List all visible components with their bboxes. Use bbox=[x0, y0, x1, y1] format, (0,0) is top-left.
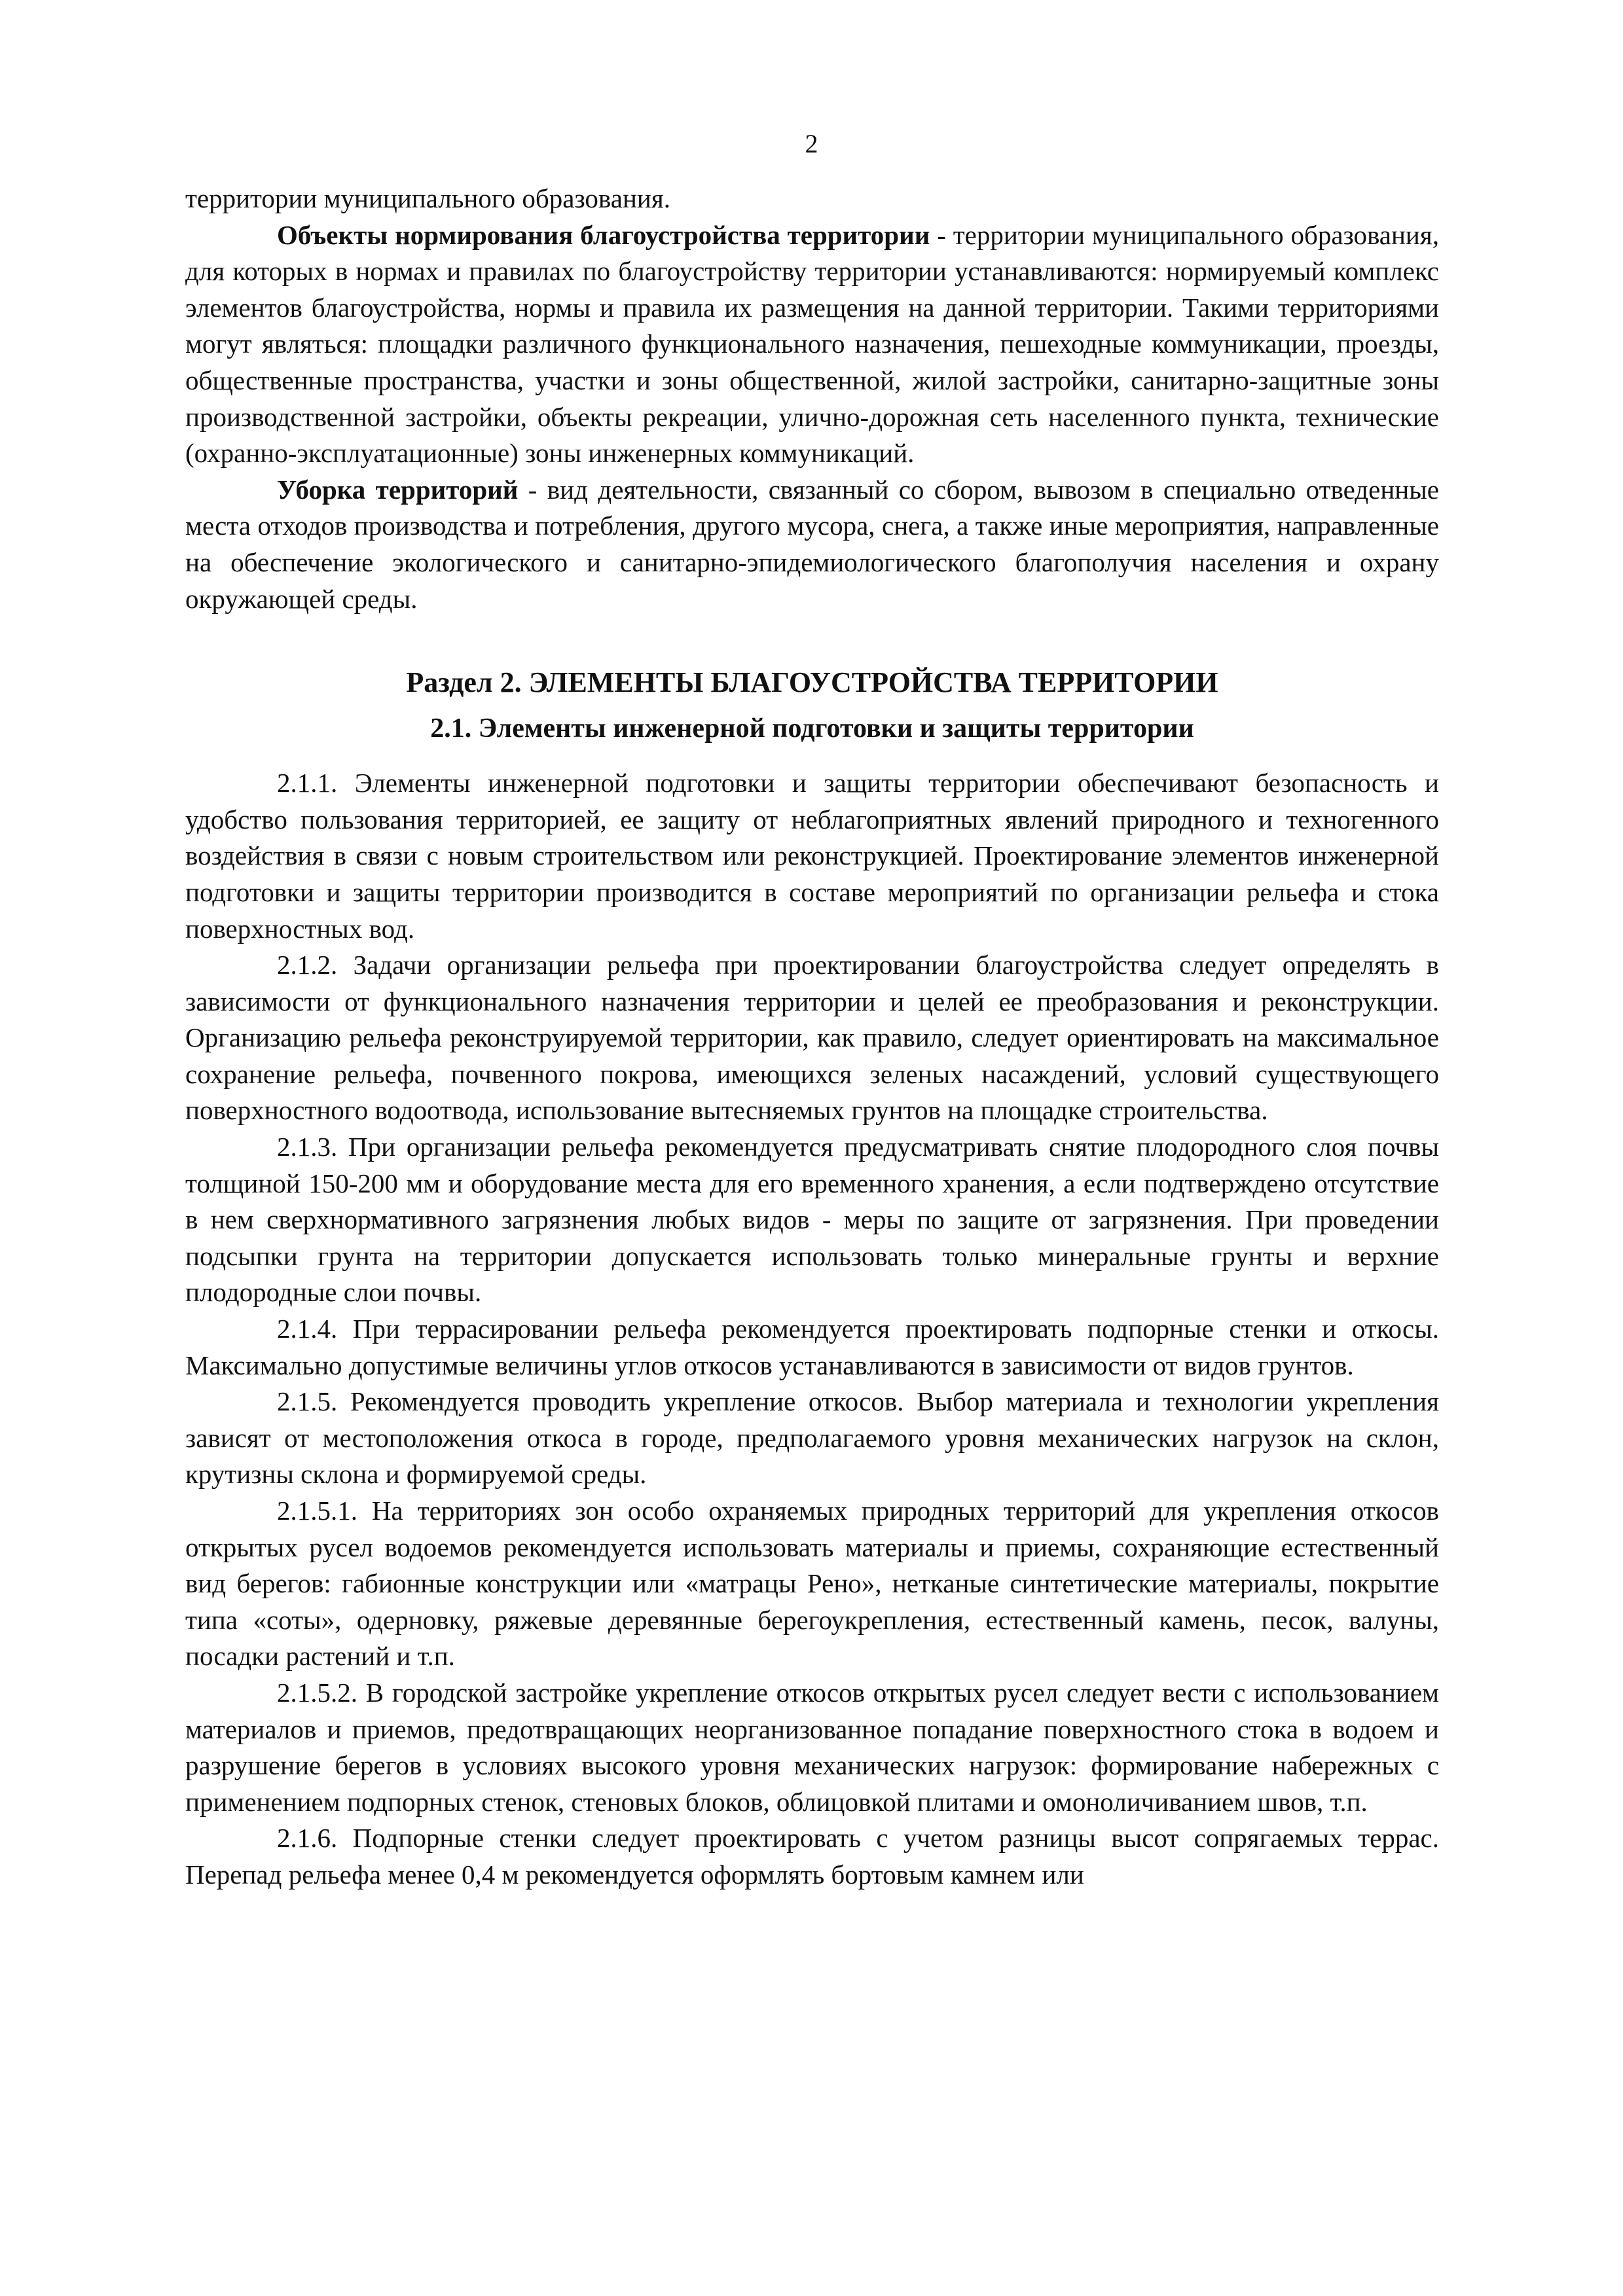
paragraph-2-1-6: 2.1.6. Подпорные стенки следует проектировать с учетом разницы высот сопрягаемых террас. Перепад рельефа менее 0,4 м рекомендуется оформлять бортовым камнем или bbox=[185, 1823, 1439, 1890]
definition-text: - территории муниципального образования, для которых в нормах и правилах по благоустройству территории устанавливаются: нормируемый комплекс элементов благоустройства, нормы и правила их размещения на данной территории. Такими территориями могут являться: площадки различного функционального назначения, пешеходные коммуникации, проезды, общественные пространства, участки и зоны общественной, жилой застройки, санитарно-защитные зоны производственной застройки, объекты рекреации, улично-дорожная сеть населенного пункта, технические (охранно-эксплуатационные) зоны инженерных коммуникаций. bbox=[185, 219, 1439, 469]
definition-term: Объекты нормирования благоустройства территории bbox=[277, 219, 930, 250]
definition-term: Уборка территорий bbox=[277, 474, 519, 505]
definition-text: - вид деятельности, связанный со сбором, вывозом в специально отведенные места отходов производства и потребления, другого мусора, снега, а также иные мероприятия, направленные на обеспечение экологического и санитарно-эпидемиологического благополучия населения и охрану окружающей среды. bbox=[185, 474, 1439, 614]
subsection-title: 2.1. Элементы инженерной подготовки и защиты территории bbox=[430, 713, 1194, 744]
paragraph-2-1-2: 2.1.2. Задачи организации рельефа при проектировании благоустройства следует определять в зависимости от функционального назначения территории и целей ее преобразования и реконструкции. Организацию рельефа реконструируемой территории, как правило, следует ориентировать на максимальное сохранение рельефа, почвенного покрова, имеющихся зеленых насаждений, условий существующего поверхностного водоотвода, использование вытесняемых грунтов на площадке строительства. bbox=[185, 950, 1439, 1126]
page-number: 2 bbox=[805, 129, 818, 158]
definition-cleaning-paragraph bbox=[185, 472, 1439, 617]
paragraph-2-1-5-2: 2.1.5.2. В городской застройке укрепление откосов открытых русел следует вести с использованием материалов и приемов, предотвращающих неорганизованное попадание поверхностного стока в водоем и разрушение берегов в условиях высокого уровня механических нагрузок: формирование набережных с применением подпорных стенок, стеновых блоков, облицовкой плитами и омоноличиванием швов, т.п. bbox=[185, 1677, 1439, 1817]
section-title: Раздел 2. ЭЛЕМЕНТЫ БЛАГОУСТРОЙСТВА ТЕРРИТОРИИ bbox=[406, 666, 1218, 699]
paragraph-2-1-5-1: 2.1.5.1. На территориях зон особо охраняемых природных территорий для укрепления откосов открытых русел водоемов рекомендуется использовать материалы и приемы, сохраняющие естественный вид берегов: габионные конструкции или «матрацы Рено», нетканые синтетические материалы, покрытие типа «соты», одерновку, ряжевые деревянные берегоукрепления, естественный камень, песок, валуны, посадки растений и т.п. bbox=[185, 1496, 1439, 1672]
paragraph-2-1-1: 2.1.1. Элементы инженерной подготовки и защиты территории обеспечивают безопасность и удобство пользования территорией, ее защиту от неблагоприятных явлений природного и техногенного воздействия в связи с новым строительством или реконструкцией. Проектирование элементов инженерной подготовки и защиты территории производится в составе мероприятий по организации рельефа и стока поверхностных вод. bbox=[185, 768, 1439, 944]
paragraph-2-1-3: 2.1.3. При организации рельефа рекомендуется предусматривать снятие плодородного слоя почвы толщиной 150-200 мм и оборудование места для его временного хранения, а если подтверждено отсутствие в нем сверхнормативного загрязнения любых видов - меры по защите от загрязнения. При проведении подсыпки грунта на территории допускается использовать только минеральные грунты и верхние плодородные слои почвы. bbox=[185, 1132, 1439, 1308]
document-body bbox=[185, 181, 1439, 1893]
paragraph-2-1-5: 2.1.5. Рекомендуется проводить укрепление откосов. Выбор материала и технологии укрепления зависят от местоположения откоса в городе, предполагаемого уровня механических нагрузок на склон, крутизны склона и формируемой среды. bbox=[185, 1386, 1439, 1490]
definition-objects-paragraph bbox=[185, 217, 1439, 472]
continuation-paragraph: территории муниципального образования. bbox=[185, 183, 670, 213]
paragraph-2-1-4: 2.1.4. При террасировании рельефа рекомендуется проектировать подпорные стенки и откосы. Максимально допустимые величины углов откосов устанавливаются в зависимости от видов грунтов. bbox=[185, 1314, 1439, 1380]
